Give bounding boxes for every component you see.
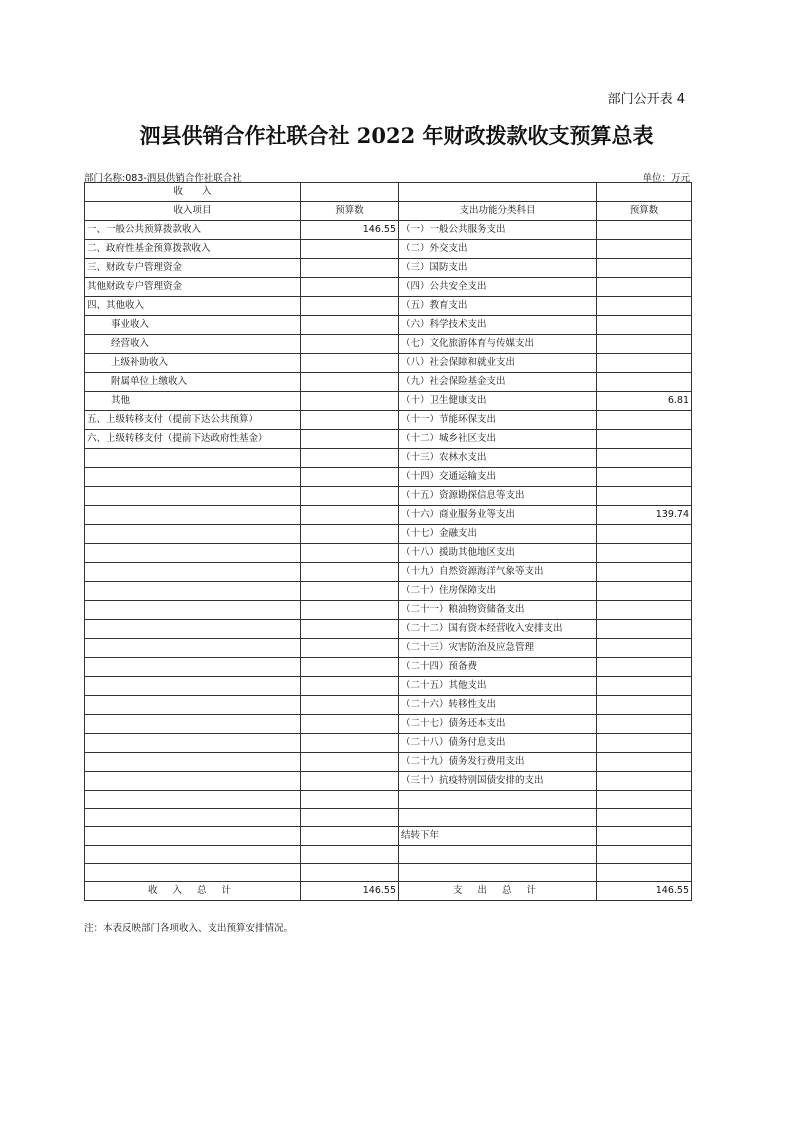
expense-item-cell: （二十一）粮油物资储备支出 xyxy=(399,601,597,620)
expense-item-cell xyxy=(399,864,597,882)
income-item-cell xyxy=(85,468,301,487)
expense-item-cell: （十）卫生健康支出 xyxy=(399,392,597,411)
expense-budget-cell xyxy=(597,278,692,297)
table-row xyxy=(85,449,692,468)
income-budget-cell: 146.55 xyxy=(301,221,399,240)
income-budget-cell xyxy=(301,772,399,791)
expense-item-cell: （二十七）债务还本支出 xyxy=(399,715,597,734)
expense-budget-cell xyxy=(597,430,692,449)
income-item-cell xyxy=(85,525,301,544)
table-row xyxy=(85,601,692,620)
expense-item-cell: （二十四）预备费 xyxy=(399,658,597,677)
expense-budget-cell xyxy=(597,864,692,882)
unit-label: 单位：万元 xyxy=(642,173,690,184)
expense-budget-cell xyxy=(597,846,692,864)
income-item-cell xyxy=(85,677,301,696)
income-budget-cell xyxy=(301,864,399,882)
expense-budget-cell xyxy=(597,487,692,506)
expense-budget-cell xyxy=(597,221,692,240)
table-row xyxy=(85,715,692,734)
table-row xyxy=(85,297,692,316)
income-item-cell xyxy=(85,658,301,677)
expense-item-cell: 结转下年 xyxy=(399,827,597,846)
expense-budget-cell xyxy=(597,715,692,734)
income-section-header: 收 入 xyxy=(85,183,301,202)
expense-budget-cell xyxy=(597,696,692,715)
expense-budget-header: 预算数 xyxy=(597,202,692,221)
income-budget-cell xyxy=(301,827,399,846)
income-budget-cell xyxy=(301,601,399,620)
income-budget-header: 预算数 xyxy=(301,202,399,221)
income-budget-cell xyxy=(301,809,399,827)
income-item-cell: 事业收入 xyxy=(85,316,301,335)
income-budget-cell xyxy=(301,411,399,430)
income-item-cell: 其他 xyxy=(85,392,301,411)
income-item-cell xyxy=(85,715,301,734)
table-row xyxy=(85,846,692,864)
expense-item-cell: （三）国防支出 xyxy=(399,259,597,278)
expense-budget-cell xyxy=(597,658,692,677)
income-budget-cell xyxy=(301,658,399,677)
table-row xyxy=(85,506,692,525)
expense-budget-cell xyxy=(597,525,692,544)
expense-budget-cell xyxy=(597,827,692,846)
income-item-cell: 上级补助收入 xyxy=(85,354,301,373)
expense-budget-cell xyxy=(597,772,692,791)
table-row xyxy=(85,753,692,772)
expense-budget-cell xyxy=(597,809,692,827)
table-row xyxy=(85,316,692,335)
table-row xyxy=(85,392,692,411)
table-row xyxy=(85,734,692,753)
table-row xyxy=(85,354,692,373)
expense-budget-cell xyxy=(597,354,692,373)
income-item-cell xyxy=(85,791,301,809)
table-row xyxy=(85,525,692,544)
table-row xyxy=(85,563,692,582)
expense-budget-cell xyxy=(597,411,692,430)
income-item-cell xyxy=(85,846,301,864)
income-budget-cell xyxy=(301,846,399,864)
income-item-cell: 附属单位上缴收入 xyxy=(85,373,301,392)
income-budget-cell xyxy=(301,696,399,715)
expense-item-cell xyxy=(399,809,597,827)
income-item-cell xyxy=(85,601,301,620)
income-budget-cell xyxy=(301,715,399,734)
income-item-cell xyxy=(85,544,301,563)
expense-item-cell: （十一）节能环保支出 xyxy=(399,411,597,430)
expense-budget-cell xyxy=(597,240,692,259)
expense-budget-cell xyxy=(597,620,692,639)
column-header-row xyxy=(85,202,692,221)
expense-item-cell: （二十二）国有资本经营收入安排支出 xyxy=(399,620,597,639)
income-item-cell: 四、其他收入 xyxy=(85,297,301,316)
expense-budget-cell xyxy=(597,259,692,278)
table-row xyxy=(85,468,692,487)
table-row xyxy=(85,639,692,658)
table-row xyxy=(85,544,692,563)
income-budget-cell xyxy=(301,620,399,639)
expense-item-cell: （七）文化旅游体育与传媒支出 xyxy=(399,335,597,354)
expense-item-cell xyxy=(399,846,597,864)
expense-item-cell: （十四）交通运输支出 xyxy=(399,468,597,487)
income-item-cell: 经营收入 xyxy=(85,335,301,354)
total-expense-value: 146.55 xyxy=(597,882,692,901)
table-row xyxy=(85,791,692,809)
expense-budget-cell xyxy=(597,449,692,468)
expense-item-cell: （十六）商业服务业等支出 xyxy=(399,506,597,525)
expense-item-cell: （六）科学技术支出 xyxy=(399,316,597,335)
expense-item-cell: （十二）城乡社区支出 xyxy=(399,430,597,449)
income-budget-cell xyxy=(301,259,399,278)
income-budget-cell xyxy=(301,734,399,753)
income-budget-cell xyxy=(301,753,399,772)
income-budget-cell xyxy=(301,506,399,525)
expense-item-cell: （四）公共安全支出 xyxy=(399,278,597,297)
income-budget-cell xyxy=(301,373,399,392)
department-name: 部门名称:083-泗县供销合作社联合社 xyxy=(84,173,242,184)
income-budget-cell xyxy=(301,354,399,373)
expense-item-cell xyxy=(399,791,597,809)
expense-item-cell: （二十八）债务付息支出 xyxy=(399,734,597,753)
income-item-cell xyxy=(85,753,301,772)
table-row xyxy=(85,373,692,392)
expense-budget-cell xyxy=(597,753,692,772)
income-budget-cell xyxy=(301,525,399,544)
income-budget-cell xyxy=(301,316,399,335)
table-note: 注：本表反映部门各项收入、支出预算安排情况。 xyxy=(84,923,294,934)
table-row xyxy=(85,221,692,240)
income-budget-cell xyxy=(301,677,399,696)
expense-item-cell: （三十）抗疫特别国债安排的支出 xyxy=(399,772,597,791)
income-item-cell: 一、一般公共预算拨款收入 xyxy=(85,221,301,240)
table-row xyxy=(85,259,692,278)
table-row xyxy=(85,335,692,354)
total-expense-label: 支 出 总 计 xyxy=(399,882,597,901)
income-budget-cell xyxy=(301,791,399,809)
income-budget-cell xyxy=(301,240,399,259)
table-row xyxy=(85,487,692,506)
table-row xyxy=(85,278,692,297)
expense-item-cell: （十八）援助其他地区支出 xyxy=(399,544,597,563)
income-item-cell xyxy=(85,487,301,506)
expense-budget-cell xyxy=(597,297,692,316)
income-budget-cell xyxy=(301,297,399,316)
table-row xyxy=(85,827,692,846)
income-item-cell xyxy=(85,563,301,582)
expense-budget-cell xyxy=(597,373,692,392)
expense-item-cell: （五）教育支出 xyxy=(399,297,597,316)
income-item-cell xyxy=(85,864,301,882)
income-budget-cell xyxy=(301,487,399,506)
expense-budget-cell: 139.74 xyxy=(597,506,692,525)
expense-item-cell: （二十）住房保障支出 xyxy=(399,582,597,601)
table-row xyxy=(85,430,692,449)
expense-item-cell: （二十五）其他支出 xyxy=(399,677,597,696)
expense-item-cell: （二十九）债务发行费用支出 xyxy=(399,753,597,772)
income-item-cell xyxy=(85,809,301,827)
income-item-cell: 二、政府性基金预算拨款收入 xyxy=(85,240,301,259)
income-item-header: 收入项目 xyxy=(85,202,301,221)
budget-table xyxy=(84,182,692,901)
total-row xyxy=(85,882,692,901)
expense-item-cell: （十九）自然资源海洋气象等支出 xyxy=(399,563,597,582)
expense-budget-cell: 6.81 xyxy=(597,392,692,411)
income-item-cell xyxy=(85,620,301,639)
expense-budget-cell xyxy=(597,677,692,696)
income-item-cell: 其他财政专户管理资金 xyxy=(85,278,301,297)
income-item-cell xyxy=(85,827,301,846)
income-budget-cell xyxy=(301,582,399,601)
expense-item-header: 支出功能分类科目 xyxy=(399,202,597,221)
income-item-cell xyxy=(85,582,301,601)
income-item-cell xyxy=(85,506,301,525)
income-item-cell xyxy=(85,696,301,715)
income-item-cell xyxy=(85,449,301,468)
total-income-value: 146.55 xyxy=(301,882,399,901)
section-header-row xyxy=(85,183,692,202)
table-row xyxy=(85,658,692,677)
expense-budget-cell xyxy=(597,468,692,487)
table-row xyxy=(85,240,692,259)
expense-item-cell: （十五）资源勘探信息等支出 xyxy=(399,487,597,506)
table-number: 部门公开表 4 xyxy=(607,92,685,107)
income-budget-cell xyxy=(301,563,399,582)
expense-item-cell: （八）社会保障和就业支出 xyxy=(399,354,597,373)
expense-item-cell: （二十六）转移性支出 xyxy=(399,696,597,715)
expense-item-cell: （一）一般公共服务支出 xyxy=(399,221,597,240)
income-item-cell xyxy=(85,772,301,791)
income-item-cell: 五、上级转移支付（提前下达公共预算） xyxy=(85,411,301,430)
expense-item-cell: （九）社会保险基金支出 xyxy=(399,373,597,392)
table-row xyxy=(85,696,692,715)
table-row xyxy=(85,582,692,601)
expense-budget-cell xyxy=(597,582,692,601)
income-budget-cell xyxy=(301,430,399,449)
table-row xyxy=(85,620,692,639)
income-item-cell xyxy=(85,734,301,753)
income-budget-cell xyxy=(301,278,399,297)
table-row xyxy=(85,864,692,882)
table-row xyxy=(85,677,692,696)
expense-budget-cell xyxy=(597,791,692,809)
expense-item-cell: （二十三）灾害防治及应急管理 xyxy=(399,639,597,658)
expense-budget-cell xyxy=(597,734,692,753)
income-item-cell: 三、财政专户管理资金 xyxy=(85,259,301,278)
table-row xyxy=(85,411,692,430)
expense-item-cell: （十三）农林水支出 xyxy=(399,449,597,468)
total-income-label: 收 入 总 计 xyxy=(85,882,301,901)
expense-budget-cell xyxy=(597,563,692,582)
expense-budget-cell xyxy=(597,316,692,335)
expense-item-cell: （十七）金融支出 xyxy=(399,525,597,544)
income-item-cell: 六、上级转移支付（提前下达政府性基金） xyxy=(85,430,301,449)
expense-budget-cell xyxy=(597,544,692,563)
expense-budget-cell xyxy=(597,335,692,354)
income-budget-cell xyxy=(301,392,399,411)
income-budget-cell xyxy=(301,335,399,354)
table-row xyxy=(85,809,692,827)
income-budget-cell xyxy=(301,468,399,487)
income-item-cell xyxy=(85,639,301,658)
income-budget-cell xyxy=(301,639,399,658)
income-budget-cell xyxy=(301,544,399,563)
income-budget-cell xyxy=(301,449,399,468)
page-title: 泗县供销合作社联合社 2022 年财政拨款收支预算总表 xyxy=(139,123,654,148)
table-row xyxy=(85,772,692,791)
expense-budget-cell xyxy=(597,601,692,620)
expense-item-cell: （二）外交支出 xyxy=(399,240,597,259)
expense-budget-cell xyxy=(597,639,692,658)
